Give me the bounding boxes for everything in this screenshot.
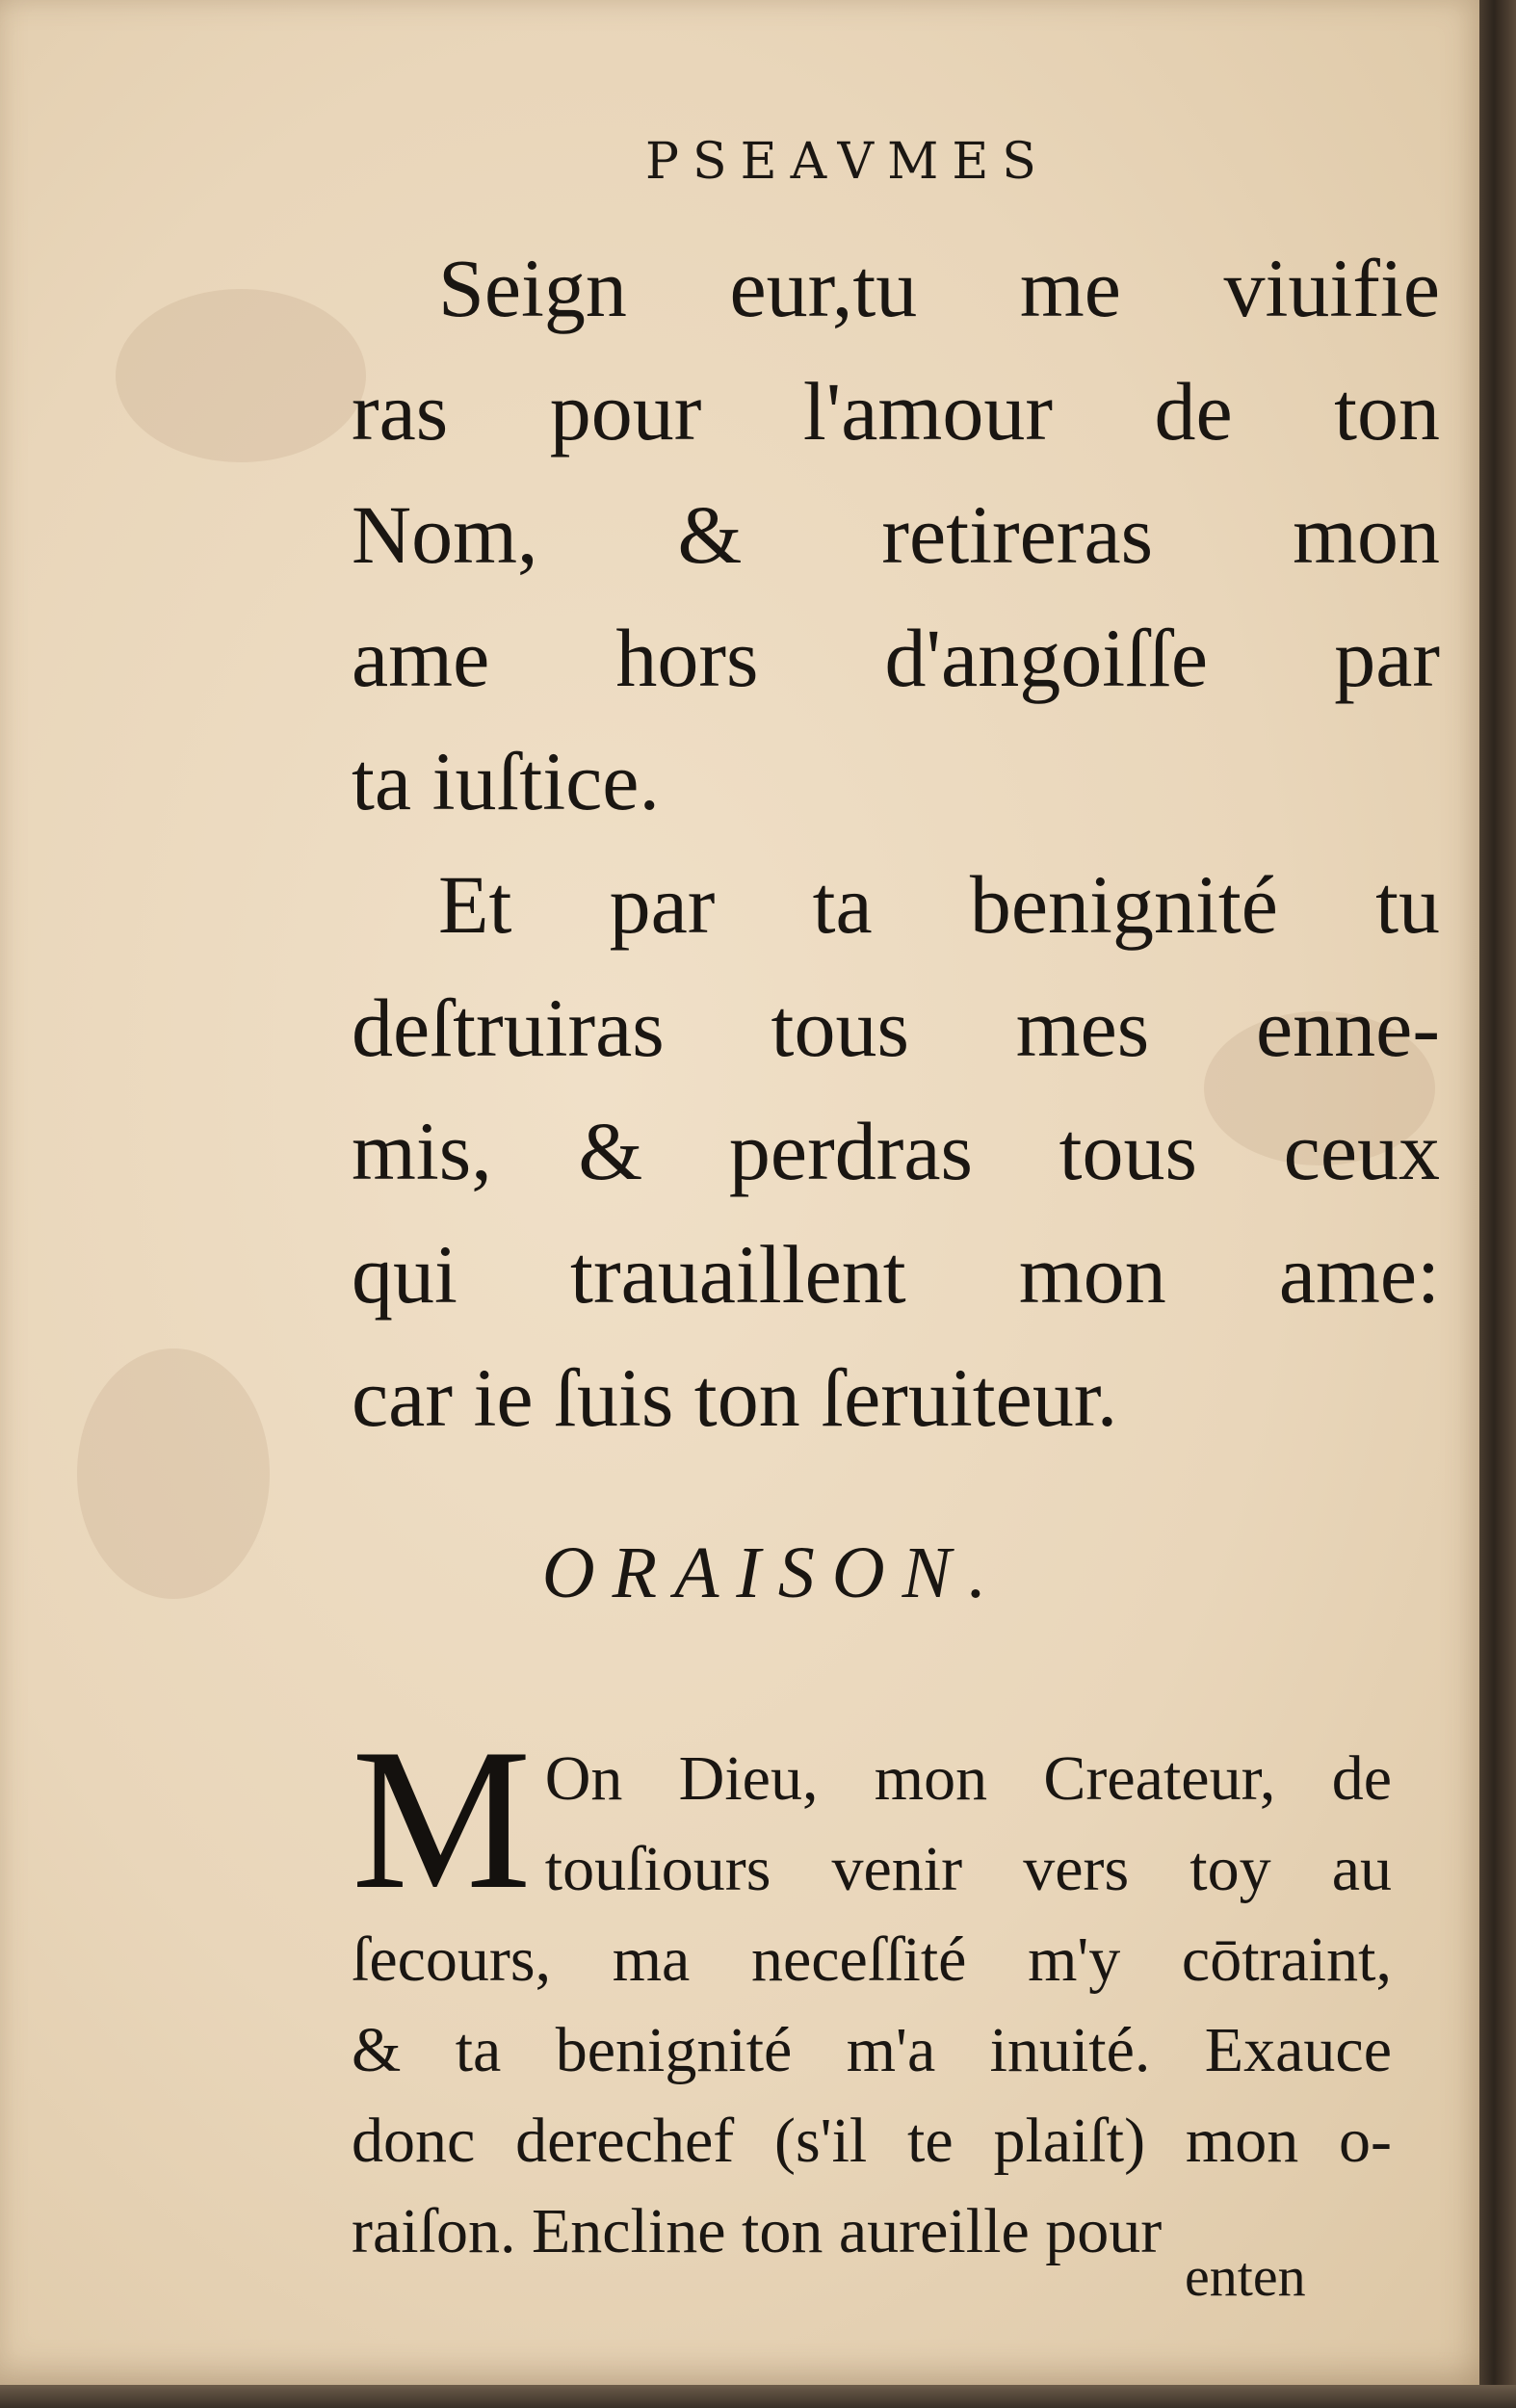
running-head: PSEAVMES bbox=[645, 133, 1050, 191]
prayer-line: & ta benignité m'a inuité. Exauce bbox=[352, 2015, 1392, 2085]
prayer-title: ORAISON. bbox=[541, 1532, 1005, 1613]
verse-line: ras pour l'amour de ton bbox=[352, 365, 1440, 458]
verse-line: Et par ta benignité tu bbox=[438, 858, 1440, 951]
prayer-text bbox=[352, 1708, 1392, 2277]
verse-line: Nom, & retireras mon bbox=[352, 488, 1440, 581]
book-bottom-edge bbox=[0, 2385, 1516, 2408]
paper-stain bbox=[116, 289, 366, 462]
verse-line: deſtruiras tous mes enne- bbox=[352, 982, 1440, 1074]
prayer-line: On Dieu, mon Createur, de bbox=[544, 1743, 1392, 1814]
drop-capital: M bbox=[352, 1708, 532, 1931]
verse-line: ta iuſtice. bbox=[352, 735, 660, 827]
prayer-line: donc derechef (s'il te plaiſt) mon o- bbox=[352, 2106, 1392, 2176]
prayer-line: touſiours venir vers toy au bbox=[544, 1834, 1392, 1904]
verse-block bbox=[352, 843, 1440, 1459]
prayer-line: raiſon. Encline ton aureille pour bbox=[352, 2196, 1163, 2266]
verse-block bbox=[352, 226, 1440, 843]
catchword: enten bbox=[1185, 2245, 1306, 2308]
verse-line: mis, & perdras tous ceux bbox=[352, 1105, 1440, 1197]
prayer-line: ſecours, ma neceſſité m'y cōtraint, bbox=[352, 1924, 1392, 1995]
book-page-edge bbox=[1479, 0, 1516, 2408]
verse-line: car ie ſuis ton ſeruiteur. bbox=[352, 1351, 1118, 1444]
verse-line: ame hors d'angoiſſe par bbox=[352, 612, 1440, 704]
verse-line: qui trauaillent mon ame: bbox=[352, 1228, 1440, 1321]
verse-line: Seign eur,tu me viuifie bbox=[438, 242, 1440, 334]
